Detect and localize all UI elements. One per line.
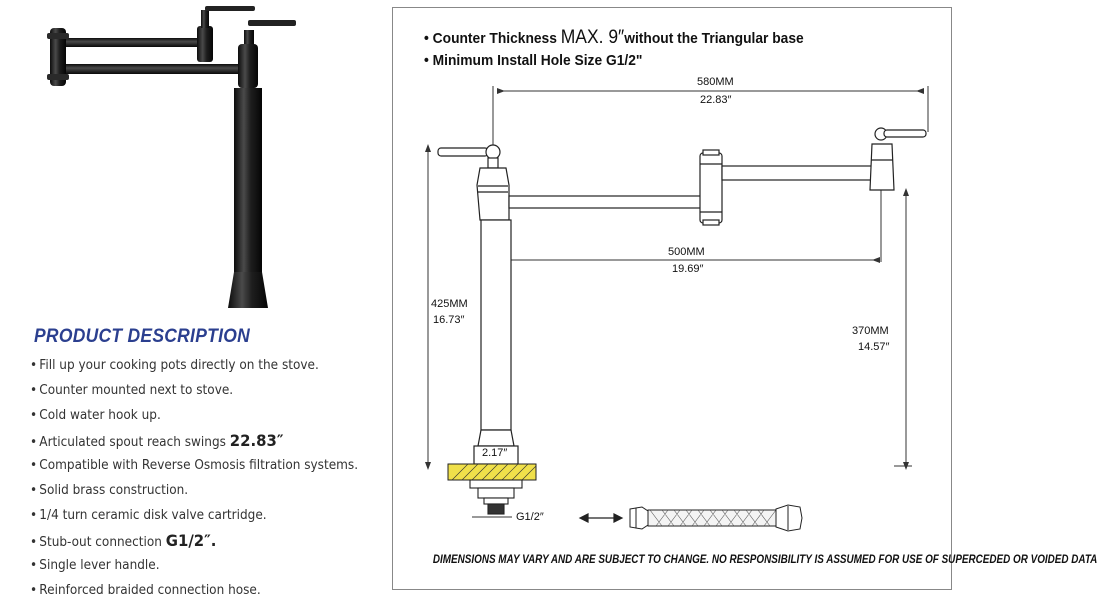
description-item-text: Compatible with Reverse Osmosis filtration systems. [39,458,359,473]
spec-counter-suffix: without the Triangular base [624,30,804,47]
bullet-icon: • [424,52,433,69]
bullet-icon: • [30,483,38,498]
faucet-column [481,220,511,430]
description-item-text: Reinforced braided connection hose. [39,583,261,598]
bullet-icon: • [30,535,38,550]
lower-swing-arm [509,196,701,208]
height-in-label: 16.73″ [433,314,465,326]
spec-counter-value: MAX. 9″ [560,27,625,48]
spec-install-hole-text: Minimum Install Hole Size G1/2" [432,52,643,69]
reach-mm-label: 580MM [697,76,734,88]
faucet-outline [438,128,926,464]
description-item-text: Single lever handle. [39,558,160,573]
spec-counter-label: Counter Thickness [432,30,561,47]
height-mm-label: 425MM [431,298,468,310]
bullet-icon: • [424,30,433,47]
right-lever-handle [884,130,926,137]
bullet-icon: • [30,558,38,573]
description-item-text: Counter mounted next to stove. [39,383,234,398]
description-item-emphasis: 22.83″ [229,431,284,450]
description-item-text: Solid brass construction. [39,483,189,498]
reach-in-label: 22.83″ [700,94,732,106]
description-item-text: 1/4 turn ceramic disk valve cartridge. [39,508,267,523]
double-arrow-icon [580,514,622,522]
description-item-emphasis: G1/2″. [165,531,217,550]
disclaimer-text: DIMENSIONS MAY VARY AND ARE SUBJECT TO CHANGE. NO RESPONSIBILITY IS ASSUMED FOR USE OF SUPERCEDED OR VOIDED DATA [432,554,1097,566]
connection-size-label: G1/2″ [516,511,544,523]
description-item-text: Fill up your cooking pots directly on the stove. [39,358,319,373]
bullet-icon: • [30,408,38,423]
spout-height-in-label: 14.57″ [858,341,890,353]
upper-swing-arm [722,166,872,180]
braided-hose [630,505,802,531]
description-item-text: Articulated spout reach swings [39,435,230,450]
counter-top [448,464,536,480]
bullet-icon: • [30,508,38,523]
mounting-hardware [470,480,522,514]
description-item-text: Stub-out connection [39,535,166,550]
bullet-icon: • [30,435,38,450]
spout-height-mm-label: 370MM [852,325,889,337]
description-item-text: Cold water hook up. [39,408,161,423]
bullet-icon: • [30,383,38,398]
arm-mm-label: 500MM [668,246,705,258]
bullet-icon: • [30,358,38,373]
base-width-label: 2.17″ [482,447,508,459]
bullet-icon: • [30,458,38,473]
bullet-icon: • [30,583,38,598]
left-lever-handle [438,148,488,156]
product-description-title: PRODUCT DESCRIPTION [34,326,250,347]
spout-head [870,144,894,190]
arm-in-label: 19.69″ [672,263,704,275]
